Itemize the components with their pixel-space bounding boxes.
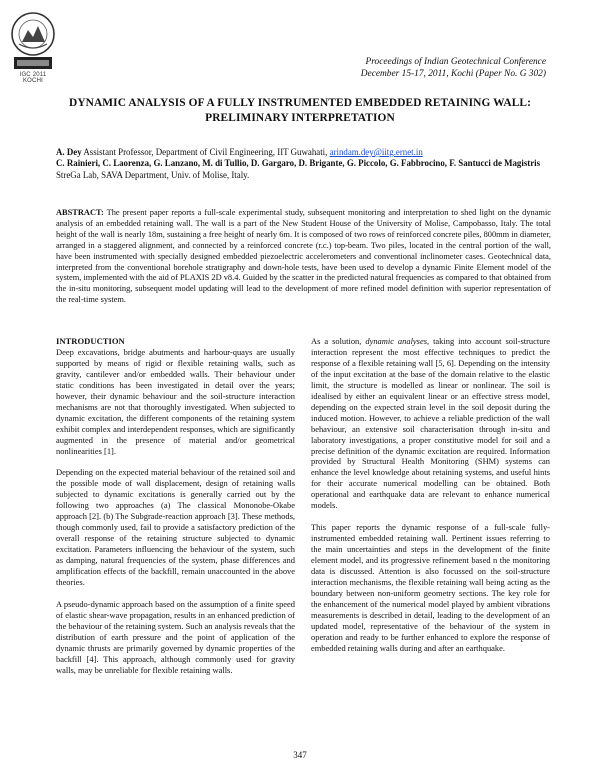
right-paragraph-2: This paper reports the dynamic response of a full-scale fully-instrumented embedded retaining wall. Pertinent issues referring to the main uncertainties and steps in the development of the finite element model, and its progressive refinement based n the monitoring data is discussed. Attention is also focussed on the soil-structure interaction mechanisms, the flexible retaining wall being acting as the boundary between non-uniform geometry sections. The key role for the enhancement of the numerical model played by ambient vibrations measurements is described in detail, leading to the development of an updated model, representative of the behaviour of the system in operation and ready to be further enhanced to explore the response of embedded retaining walls during and after an earthquake.	[311, 522, 550, 653]
right-column	[311, 336, 550, 654]
author-email-link[interactable]: arindam.dey@iitg.ernet.in	[329, 147, 423, 157]
abstract-text: The present paper reports a full-scale experimental study, subsequent monitoring and interpretation to shed light on the dynamic analysis of an embedded retaining wall. The wall is a part of the New Student House of the University of Molise, Campobasso, Italy. The total height of the wall is nearly 18m, sustaining a free height of nearly 6m. It is composed of two rows of reinforced concrete piles, 800mm in diameter, arranged in a staggered alignment, and connected by a reinforced concrete (r.c.) top-beam. Two piles, located in the central portion of the wall, have been instrumented with specially designed embedded piezoelectric accelerometers and conventional inclinometer cases. Geotechnical data, interpreted from the conventional borehole stratigraphy and down-hole tests, have been used to develop a dynamic Finite Element model of the system, implemented with the aid of PLAXIS 2D v8.4. Guided by the scatter in the predicted natural frequencies as compared to that obtained from the in-situ monitoring, subsequent model updating will lead to the development of more refined model definition with superior representation of the real-time system.	[56, 208, 551, 305]
page-number: 347	[293, 750, 307, 760]
abstract-label: ABSTRACT:	[56, 208, 104, 217]
intro-paragraph-3: A pseudo-dynamic approach based on the assumption of a finite speed of elastic shear-wave propagation, results in an enhanced prediction of the behaviour of the retaining system. Such an analysis reveals that the distribution of earth pressure and the point of application of the dynamic thrusts are primarily governed by dynamic properties of the backfill [4]. This approach, although commonly used for gravity walls, may be unreliable for flexible retaining walls.	[56, 598, 295, 675]
section-heading-introduction: INTRODUCTION	[56, 336, 125, 346]
left-column	[56, 336, 295, 676]
author-names-group: C. Rainieri, C. Laorenza, G. Lanzano, M. di Tullio, D. Gargaro, D. Brigante, G. Piccolo, G. Fabbrocino, F. Santucci de Magistris	[56, 158, 541, 169]
proceedings-line-1: Proceedings of Indian Geotechnical Conference	[365, 57, 546, 67]
intro-paragraph-1: Deep excavations, bridge abutments and harbour-quays are usually supported by means of rigid or flexible retaining walls, such as gravity, cantilever and/or embedded walls. Their behaviour under static conditions has been investigated in detail over the years; however, their dynamic behaviour and the soil-structure interaction mechanisms are not that thoroughly investigated. When subjected to dynamic excitation, the different components of the retaining system exhibit complex and interdependent responses, which are significantly augmented in the presence of material and/or geometrical nonlinearities [1].	[56, 346, 295, 456]
author-line-1	[56, 147, 552, 158]
proceedings-header	[361, 56, 546, 80]
author-block	[56, 147, 552, 181]
intro-paragraph-2: Depending on the expected material behaviour of the retained soil and the possible mode of wall displacement, design of retaining walls subjected to dynamic excitations is generally carried out by the following two approaches (a) The classical Mononobe-Okabe approach [2]. (b) The Subgrade-reaction approach [3]. These methods, though commonly used, fail to provide a satisfactory prediction of the overall response of the retaining structure subjected to dynamic excitation. Parameters influencing the behaviour of the system, such as damping, natural frequencies of the system, phase differences and amplification effects of the backfill, remain unaccounted in the above theories.	[56, 467, 295, 587]
author-name-dey: A. Dey	[56, 147, 82, 157]
right-paragraph-1-rest: , taking into account soil-structure interaction represent the most effective techniques to predict the response of a flexible retaining wall [5, 6]. Depending on the intensity of the input excitation at the base of the domain relative to the elastic limit, the structure is modelled as linear or nonlinear. The soil is idealised by either an equivalent linear or an effective stress model, depending on the expected strain level in the soil deposit during the induced motion. However, to achieve a reliable prediction of the wall behaviour, an extensive soil characterisation through in-situ and laboratory investigations, a proper constitutive model for soil and a precise definition of the dynamic excitation are required. Information provided by Structural Health Monitoring (SHM) systems can enhance the level knowledge about retaining systems, and useful hints for their accurate numerical modelling can be obtained. Both operational and earthquake data are relevant to enhance numerical models.	[311, 336, 550, 511]
author-line-2	[56, 158, 552, 181]
right-paragraph-1	[311, 336, 550, 511]
abstract	[56, 208, 551, 306]
right-paragraph-1-start: As a solution,	[311, 336, 366, 346]
paper-title: DYNAMIC ANALYSIS OF A FULLY INSTRUMENTED EMBEDDED RETAINING WALL: PRELIMINARY INTERPRETATION	[69, 97, 531, 124]
logo-caption: IGC 2011 KOCHI	[19, 72, 47, 84]
author-affiliation-2: StreGa Lab, SAVA Department, Univ. of Molise, Italy.	[56, 169, 250, 180]
proceedings-line-2: December 15-17, 2011, Kochi (Paper No. G 302)	[360, 69, 546, 79]
igc-logo-icon	[10, 10, 56, 72]
dynamic-analyses-emphasis: dynamic analyses	[365, 336, 427, 346]
author-affiliation-1: Assistant Professor, Department of Civil Engineering, IIT Guwahati,	[81, 147, 330, 157]
